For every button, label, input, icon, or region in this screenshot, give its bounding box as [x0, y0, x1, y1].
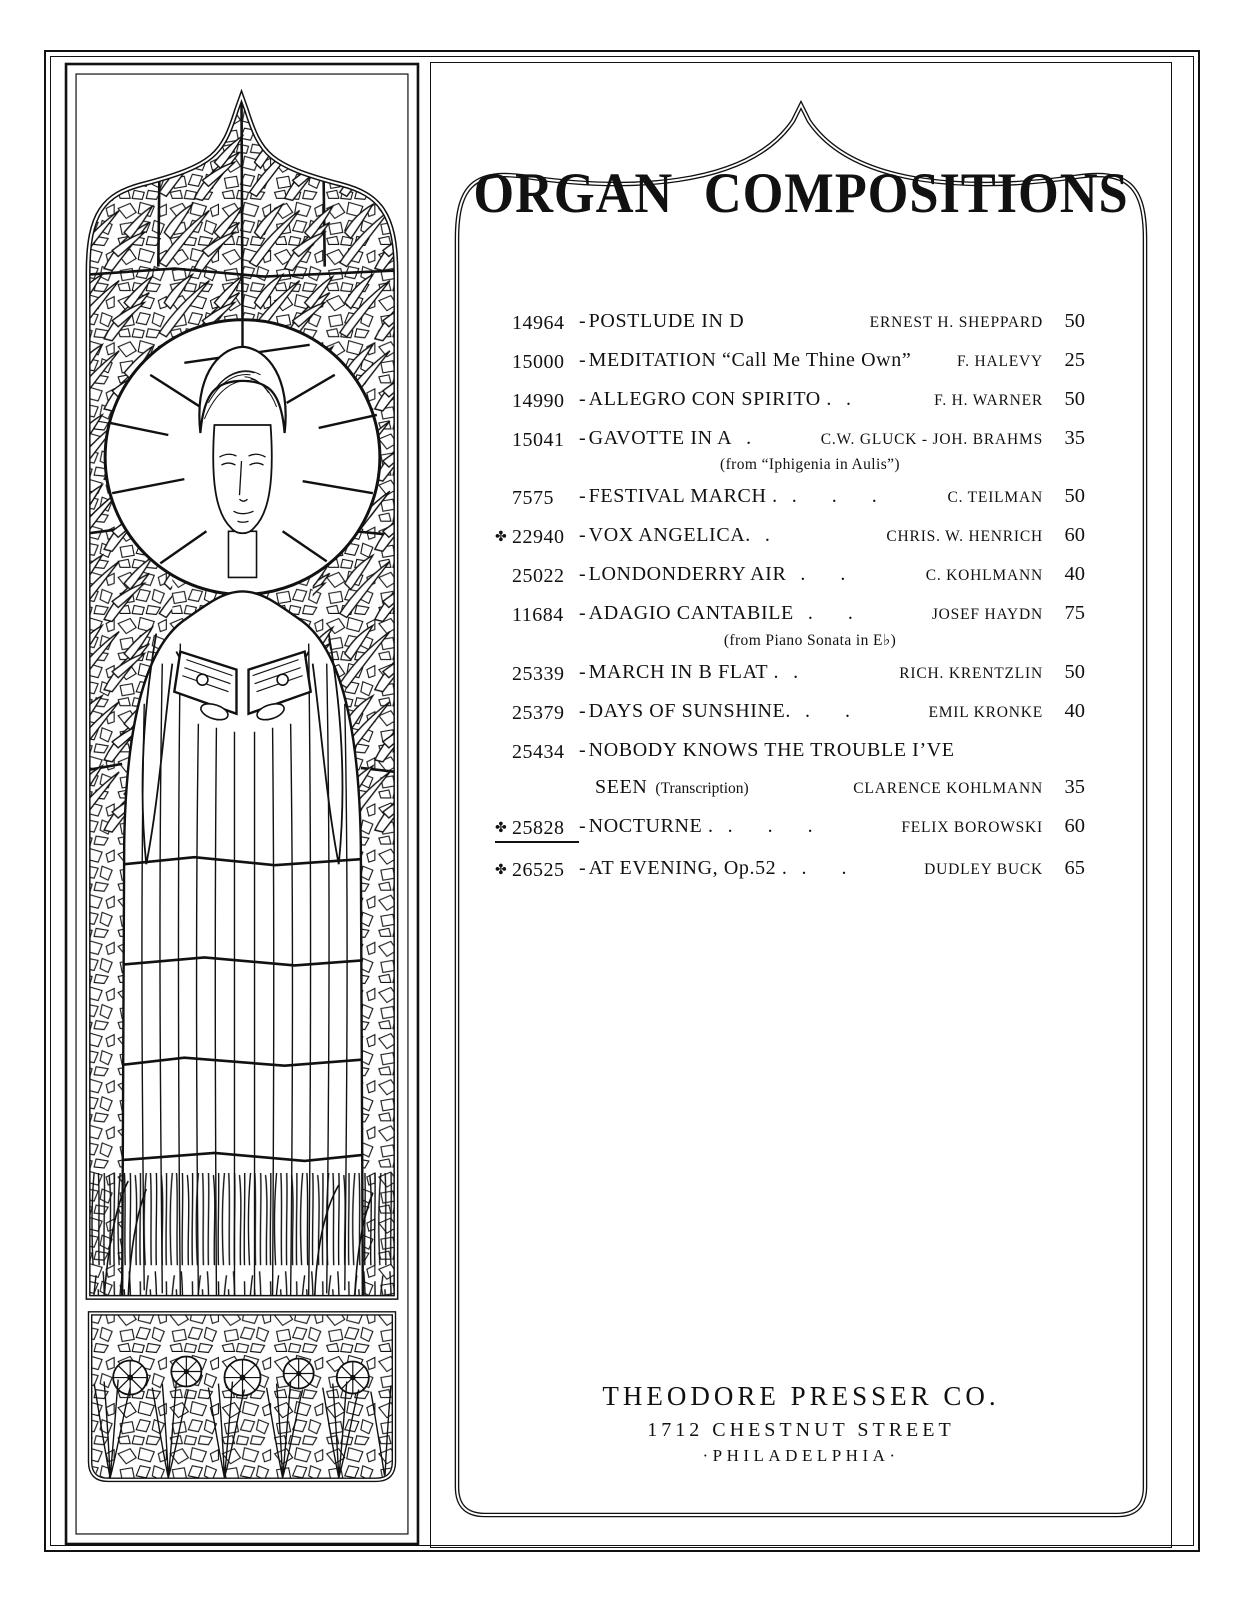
number-title-dash: -	[579, 602, 586, 624]
catalog-number-cell	[495, 428, 579, 452]
cross-icon	[495, 603, 512, 627]
leader-dots: . .	[807, 602, 855, 624]
catalog-number-cell	[495, 389, 579, 413]
piece-title: DAYS OF SUNSHINE.	[588, 700, 791, 722]
cross-icon	[495, 701, 512, 725]
catalog-number-cell	[495, 662, 579, 686]
piece-title: VOX ANGELICA.	[588, 524, 751, 546]
number-title-dash: -	[579, 485, 586, 507]
catalog-number-cell	[495, 311, 579, 335]
cross-icon	[495, 662, 512, 686]
price-value: 65	[1064, 857, 1085, 879]
catalog-number-cell	[495, 486, 579, 510]
page-title: ORGAN COMPOSITIONS	[473, 162, 1129, 225]
leader-dots: . . .	[791, 485, 879, 507]
composer-name: C.W. GLUCK - JOH. BRAHMS	[820, 431, 1043, 448]
number-title-dash: -	[579, 310, 586, 332]
catalog-row	[495, 738, 1085, 764]
catalog-row-continuation	[595, 775, 1085, 801]
catalog-number: 25434	[512, 741, 565, 763]
catalog-number-cell	[495, 350, 579, 374]
catalog-number: 22940	[512, 526, 565, 548]
piece-title: POSTLUDE IN D	[588, 310, 745, 332]
piece-title-continued: SEEN	[595, 776, 648, 798]
leader-dots: .	[793, 661, 801, 683]
publisher-city: ·PHILADELPHIA·	[702, 1446, 900, 1465]
catalog-number-cell	[495, 816, 579, 843]
piece-title: FESTIVAL MARCH .	[588, 485, 778, 507]
price-value: 25	[1064, 349, 1085, 371]
leader-dots: .	[746, 427, 754, 449]
composer-name: CHRIS. W. HENRICH	[886, 528, 1043, 545]
price-value: 60	[1064, 524, 1085, 546]
catalog-number: 25379	[512, 702, 565, 724]
composer-name: CLARENCE KOHLMANN	[853, 780, 1043, 797]
composer-name: FELIX BOROWSKI	[901, 819, 1043, 836]
cross-icon: ✤	[495, 820, 507, 836]
cross-icon	[495, 486, 512, 510]
price-value: 75	[1064, 602, 1085, 624]
catalog-number: 25339	[512, 663, 565, 685]
number-title-dash: -	[579, 857, 586, 879]
number-title-dash: -	[579, 563, 586, 585]
leader-dots: . .	[800, 563, 848, 585]
price-value: 50	[1064, 388, 1085, 410]
number-title-dash: -	[579, 700, 586, 722]
transcription-note: (Transcription)	[655, 780, 749, 797]
catalog-row	[495, 660, 1085, 686]
publisher-street: 1712 CHESTNUT STREET	[647, 1419, 955, 1441]
catalog-number: 26525	[512, 859, 565, 881]
catalog-number-cell	[495, 858, 579, 882]
catalog-number-cell	[495, 525, 579, 549]
cross-icon	[495, 740, 512, 764]
catalog-number-cell	[495, 603, 579, 627]
composer-name: JOSEF HAYDN	[931, 606, 1043, 623]
composer-name: C. TEILMAN	[947, 489, 1043, 506]
cross-icon	[495, 311, 512, 335]
price-value: 50	[1064, 310, 1085, 332]
catalog-list	[495, 309, 1085, 895]
piece-title: ALLEGRO CON SPIRITO .	[588, 388, 833, 410]
cross-icon	[495, 428, 512, 452]
price-value: 40	[1064, 563, 1085, 585]
stained-glass-svg	[62, 62, 422, 1546]
piece-subtitle: (from Piano Sonata in E♭)	[723, 632, 897, 649]
catalog-row	[495, 699, 1085, 725]
number-title-dash: -	[579, 661, 586, 683]
catalog-row	[495, 562, 1085, 588]
piece-title: MARCH IN B FLAT .	[588, 661, 780, 683]
composer-name: DUDLEY BUCK	[924, 861, 1043, 878]
piece-title: ADAGIO CANTABILE	[588, 602, 794, 624]
number-title-dash: -	[579, 388, 586, 410]
catalog-number: 7575	[512, 487, 554, 509]
piece-title: MEDITATION “Call Me Thine Own”	[588, 349, 912, 371]
stained-glass-illustration	[62, 62, 422, 1546]
leader-dots: . . .	[727, 815, 815, 837]
cross-icon	[495, 350, 512, 374]
publisher-name: THEODORE PRESSER CO.	[602, 1381, 1000, 1411]
catalog-number: 25022	[512, 565, 565, 587]
composer-name: RICH. KRENTZLIN	[899, 665, 1043, 682]
price-value: 50	[1064, 661, 1085, 683]
piece-title: NOBODY KNOWS THE TROUBLE I’VE	[588, 739, 955, 761]
catalog-row	[495, 856, 1085, 882]
leader-dots: .	[846, 388, 854, 410]
composer-name: C. KOHLMANN	[925, 567, 1043, 584]
leader-dots: . .	[804, 700, 852, 722]
catalog-number: 15041	[512, 429, 565, 451]
catalog-row	[495, 426, 1085, 452]
price-value: 60	[1064, 815, 1085, 837]
leader-dots: .	[764, 524, 772, 546]
composer-name: F. HALEVY	[956, 353, 1043, 370]
catalog-number: 14964	[512, 312, 565, 334]
price-value: 40	[1064, 700, 1085, 722]
cross-icon	[495, 389, 512, 413]
catalog-number: 11684	[512, 604, 564, 626]
piece-title: NOCTURNE .	[588, 815, 714, 837]
catalog-row	[495, 814, 1085, 843]
catalog-number-cell	[495, 564, 579, 588]
publisher-block	[431, 1381, 1171, 1466]
number-title-dash: -	[579, 524, 586, 546]
cross-icon: ✤	[495, 862, 507, 878]
price-value: 35	[1064, 776, 1085, 798]
catalog-number-cell	[495, 740, 579, 764]
piece-title: LONDONDERRY AIR	[588, 563, 787, 585]
piece-title: GAVOTTE IN A	[588, 427, 733, 449]
catalog-row	[495, 309, 1085, 335]
catalog-row	[495, 601, 1085, 627]
catalog-number: 25828	[512, 817, 565, 839]
catalog-row	[495, 387, 1085, 413]
number-title-dash: -	[579, 739, 586, 761]
piece-title: AT EVENING, Op.52 .	[588, 857, 788, 879]
composer-name: EMIL KRONKE	[928, 704, 1043, 721]
price-value: 50	[1064, 485, 1085, 507]
leader-dots: . .	[801, 857, 849, 879]
composer-name: ERNEST H. SHEPPARD	[869, 314, 1043, 331]
catalog-row	[495, 484, 1085, 510]
catalog-number: 14990	[512, 390, 565, 412]
composer-name: F. H. WARNER	[934, 392, 1043, 409]
cross-icon: ✤	[495, 529, 507, 545]
catalog-row	[495, 523, 1085, 549]
catalog-panel	[430, 62, 1172, 1548]
number-title-dash: -	[579, 427, 586, 449]
number-title-dash: -	[579, 349, 586, 371]
catalog-row	[495, 348, 1085, 374]
cross-icon	[495, 564, 512, 588]
catalog-number: 15000	[512, 351, 565, 373]
piece-subtitle: (from “Iphigenia in Aulis”)	[720, 456, 900, 473]
price-value: 35	[1064, 427, 1085, 449]
catalog-number-cell	[495, 701, 579, 725]
number-title-dash: -	[579, 815, 586, 837]
